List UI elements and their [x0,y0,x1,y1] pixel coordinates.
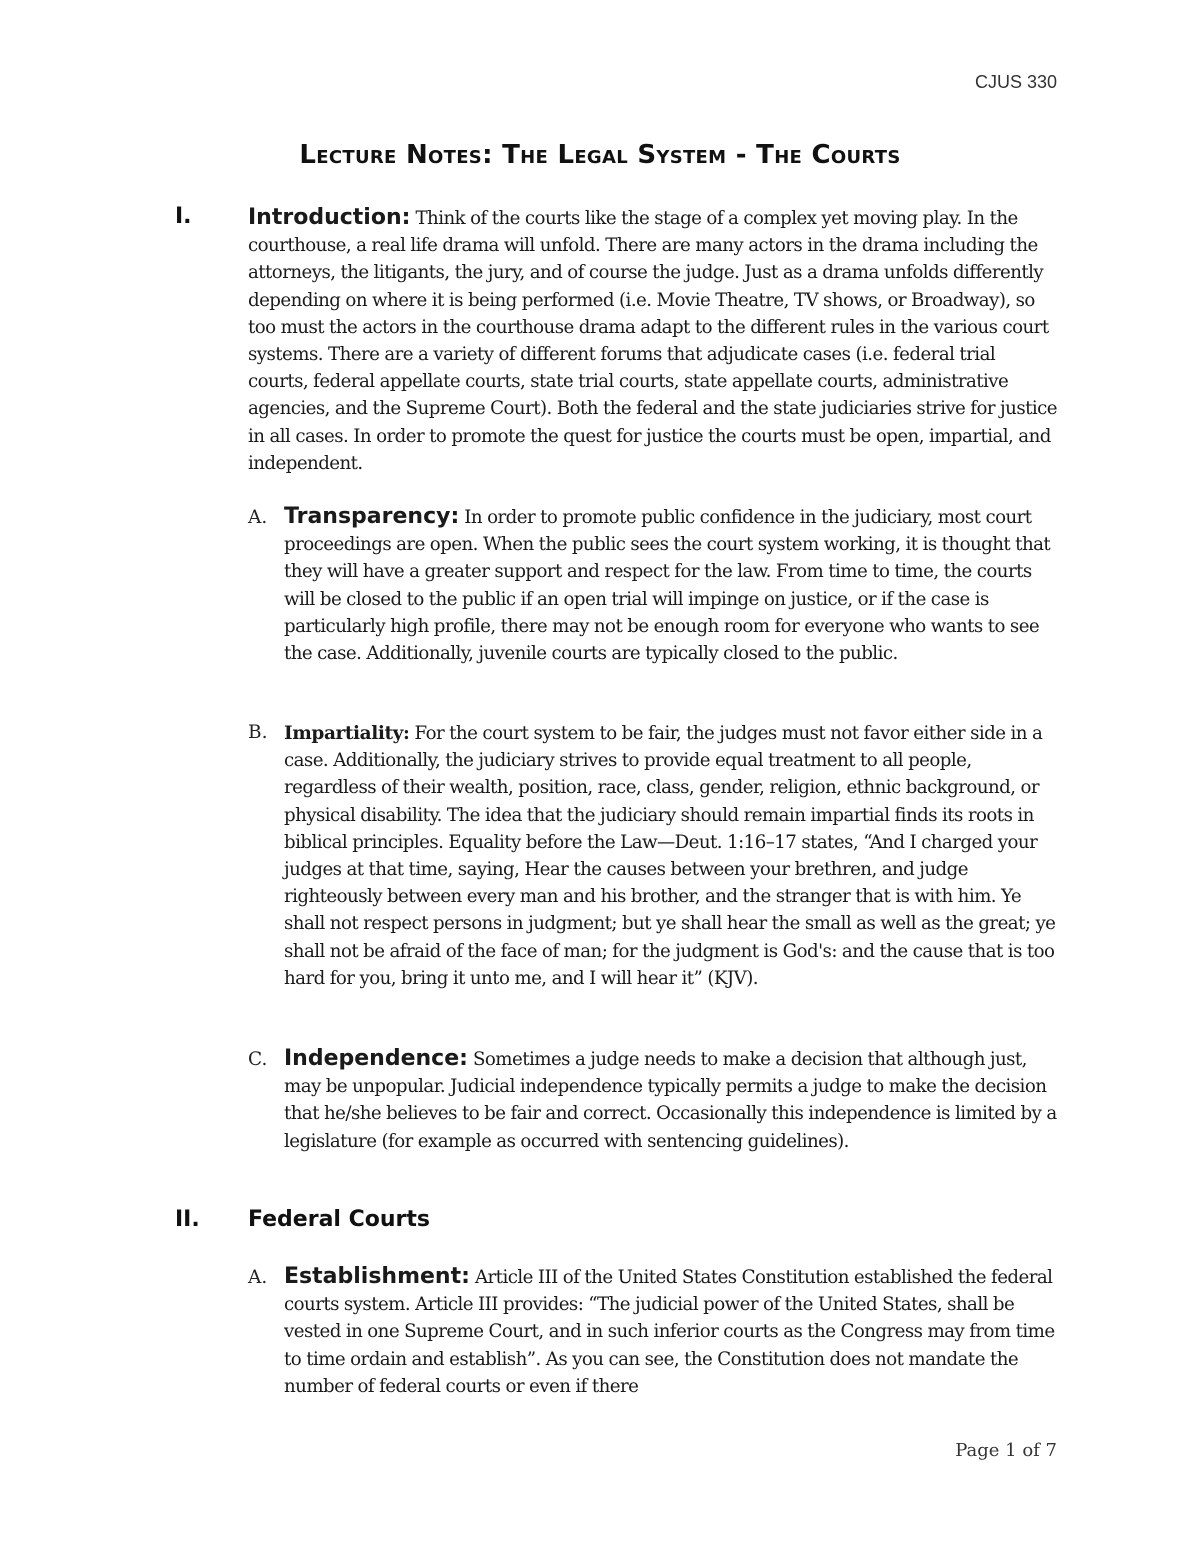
subsection-text-impartiality: For the court system to be fair, the judges must not favor either side in a case. Additionally, the judiciary strives to provide equal treatment to all people, regardless of their wealth, position, race, class, gender, religion, ethnic background, or physical disability. The idea that the judiciary should remain impartial finds its roots in biblical principles. Equality before the Law—Deut. 1:16–17 states, “And I charged your judges at that time, saying, Hear the causes between your brethren, and judge righteously between every man and his brother, and the stranger that is with him. Ye shall not respect persons in judgment; but ye shall hear the small as well as the great; ye shall not be afraid of the face of man; for the judgment is God's: and the cause that is too hard for you, bring it unto me, and I will hear it” (KJV). [284,723,1056,989]
subsection-heading-establishment: Establishment: [284,1264,470,1289]
section-intro-text: Think of the courts like the stage of a complex yet moving play. In the courthouse, a real life drama will unfold. There are many actors in the drama including the attorneys, the litigants, the jury, and of course the judge. Just as a drama unfolds differently depending on where it is being performed (i.e. Movie Theatre, TV shows, or Broadway), so too must the actors in the courthouse drama adapt to the different rules in the various court systems. There are a variety of different forums that adjudicate cases (i.e. federal trial courts, federal appellate courts, state trial courts, state appellate courts, administrative agencies, and the Supreme Court). Both the federal and the state judiciaries strive for justice in all cases. In order to promote the quest for justice the courts must be open, impartial, and independent. [248,208,1057,474]
subsection-heading-transparency: Transparency: [284,504,460,529]
subsection-transparency [284,503,1064,667]
subsection-letter-a: A. [248,507,268,528]
section-heading-introduction: Introduction: [248,205,411,230]
section-number-1: I. [175,204,192,229]
section-number-2: II. [175,1207,200,1232]
subsection-text-establishment: Article III of the United States Constitution established the federal courts system. Article III provides: “The judicial power of the United States, shall be vested in one Supreme Court, and in such inferior courts as the Congress may from time to time ordain and establish”. As you can see, the Constitution does not mandate the number of federal courts or even if there [284,1267,1055,1397]
page-number-footer: Page 1 of 7 [955,1440,1057,1461]
course-code-header: CJUS 330 [974,72,1057,92]
subsection-heading-impartiality: Impartiality: [284,723,410,744]
subsection-text-independence: Sometimes a judge needs to make a decision that although just, may be unpopular. Judicial independence typically permits a judge to make the decision that he/she believes to be fair and correct. Occasionally this independence is limited by a legislature (for example as occurred with sentencing guidelines). [284,1049,1057,1152]
subsection-letter-c: C. [248,1049,268,1070]
section-intro-paragraph [248,204,1060,477]
subsection-letter-a-2: A. [248,1267,268,1288]
subsection-heading-independence: Independence: [284,1046,468,1071]
subsection-impartiality [284,720,1064,992]
document-title: Lecture Notes: The Legal System - The Courts [299,140,901,170]
subsection-letter-b: B. [248,722,268,743]
subsection-independence [284,1045,1064,1155]
subsection-establishment [284,1263,1064,1400]
section-heading-federal-courts: Federal Courts [248,1207,431,1232]
subsection-text-transparency: In order to promote public confidence in the judiciary, most court proceedings are open. When the public sees the court system working, it is thought that they will have a greater support and respect for the law. From time to time, the courts will be closed to the public if an open trial will impinge on justice, or if the case is particularly high profile, there may not be enough room for everyone who wants to see the case. Additionally, juvenile courts are typically closed to the public. [284,507,1051,665]
